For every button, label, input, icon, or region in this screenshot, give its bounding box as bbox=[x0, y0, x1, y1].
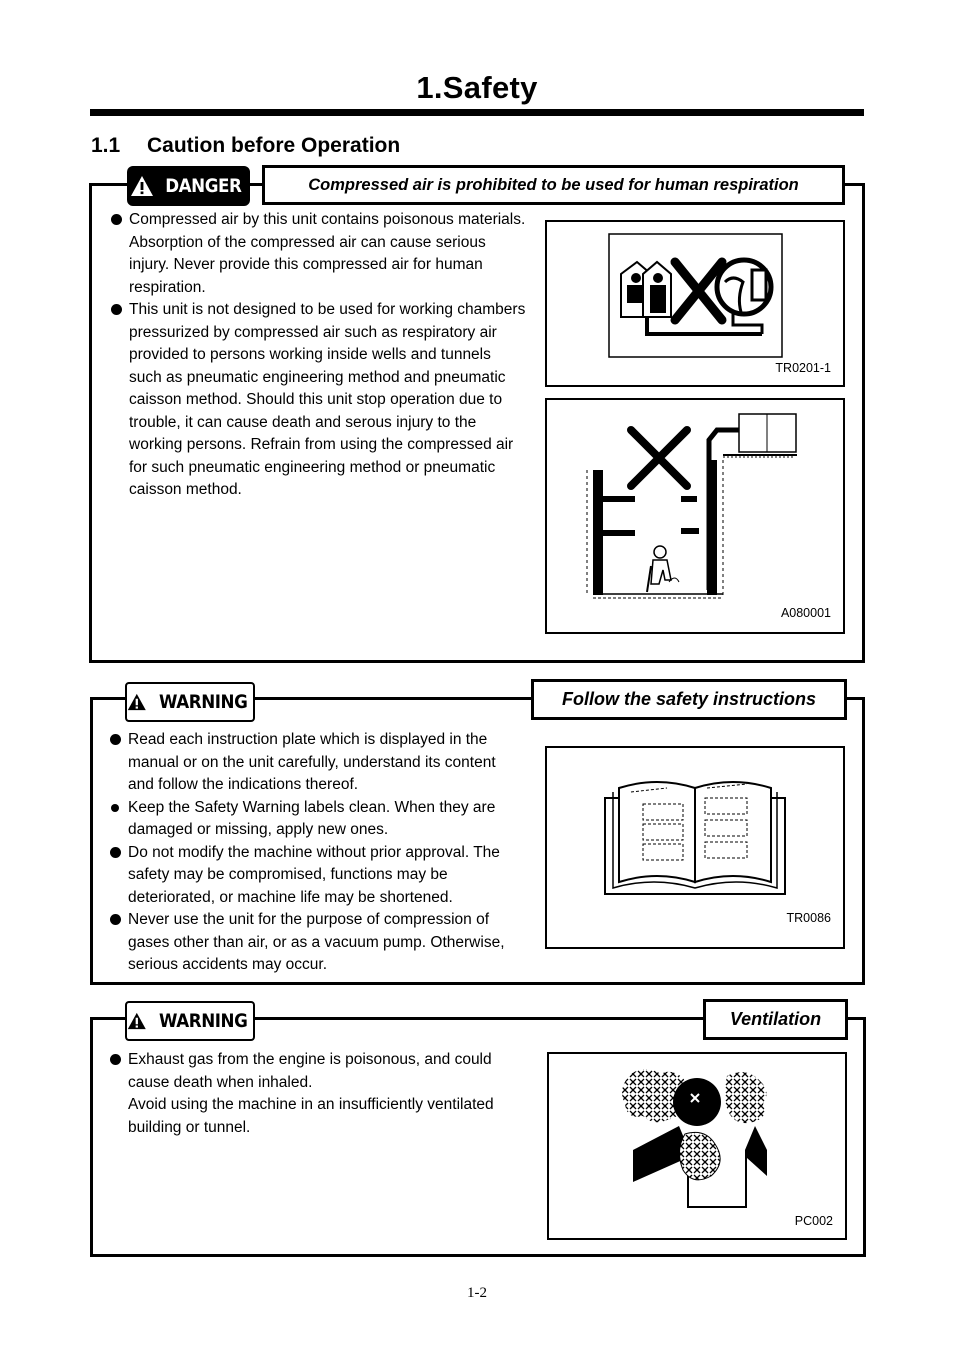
section-number: 1.1 bbox=[91, 134, 121, 157]
figure-code: TR0201-1 bbox=[775, 361, 831, 375]
bullet-icon bbox=[110, 847, 121, 858]
safety-instructions-heading: Follow the safety instructions bbox=[561, 689, 817, 709]
figure-manual bbox=[545, 746, 845, 949]
ventilation-heading-box bbox=[703, 999, 848, 1040]
list-item: Read each instruction plate which is displayed in the manual or on the unit carefully, understand its content and follow the indications thereof. bbox=[106, 729, 524, 797]
list-item: Keep the Safety Warning labels clean. When they are damaged or missing, apply new ones. bbox=[106, 797, 524, 842]
figure-code: TR0086 bbox=[786, 911, 831, 925]
warning-triangle-icon bbox=[127, 1010, 147, 1032]
warning-triangle-icon bbox=[127, 691, 147, 713]
list-item: Exhaust gas from the engine is poisonous, and could cause death when inhaled. Avoid using the machine in an insufficiently ventilated building or tunnel. bbox=[106, 1049, 526, 1139]
bullet-icon bbox=[111, 304, 122, 315]
list-item: Never use the unit for the purpose of compression of gases other than air, or as a vacuum pump. Otherwise, serious accidents may occur. bbox=[106, 909, 524, 977]
list-item: Compressed air by this unit contains poisonous materials. Absorption of the compressed air can cause serious injury. Never provide this compressed air for human respiration. bbox=[107, 209, 527, 299]
warning-badge-label: WARNING bbox=[158, 1010, 247, 1032]
page-number: 1-2 bbox=[467, 1285, 487, 1301]
list-item: This unit is not designed to be used for working chambers pressurized by compressed air such as respiratory air provided to persons working inside wells and tunnels such as pneumatic engineering method and pneumatic caisson method. Should this unit stop operation due to trouble, it can cause death and serous injury to the working persons. Refrain from using the compressed air for such pneumatic engineering method or pneumatic caisson method. bbox=[107, 299, 527, 502]
warning-triangle-icon bbox=[130, 175, 154, 197]
danger-badge-label: DANGER bbox=[165, 175, 242, 197]
bullet-icon bbox=[110, 734, 121, 745]
safety-instructions-bullet-list bbox=[106, 729, 524, 977]
safety-instructions-heading-box bbox=[531, 679, 847, 720]
figure-no-caisson bbox=[545, 398, 845, 634]
section-heading bbox=[91, 134, 400, 158]
figure-code: A080001 bbox=[780, 606, 831, 620]
page-title: 1.Safety bbox=[416, 70, 538, 105]
warning-badge-label: WARNING bbox=[158, 691, 247, 713]
warning-badge bbox=[125, 682, 255, 722]
danger-bullet-list bbox=[107, 209, 527, 502]
figure-exhaust-gas bbox=[547, 1052, 847, 1240]
list-item: Do not modify the machine without prior approval. The safety may be compromised, functions may be deteriorated, or machine life may be shortened. bbox=[106, 842, 524, 910]
warning-badge bbox=[125, 1001, 255, 1041]
no-pneumatic-caisson-icon bbox=[547, 400, 843, 632]
danger-badge bbox=[127, 166, 250, 206]
title-rule bbox=[90, 109, 864, 116]
bullet-icon bbox=[110, 914, 121, 925]
toxic-gas-inhalation-icon bbox=[549, 1054, 845, 1238]
ventilation-heading: Ventilation bbox=[729, 1009, 822, 1029]
figure-no-breathing bbox=[545, 220, 845, 387]
ventilation-bullet-list bbox=[106, 1049, 526, 1139]
danger-heading-box bbox=[262, 165, 845, 205]
danger-heading: Compressed air is prohibited to be used for human respiration bbox=[308, 175, 799, 194]
bullet-icon bbox=[111, 214, 122, 225]
section-title: Caution before Operation bbox=[147, 134, 401, 157]
bullet-icon bbox=[110, 1054, 121, 1065]
bullet-icon bbox=[111, 804, 119, 812]
figure-code: PC002 bbox=[794, 1214, 833, 1228]
